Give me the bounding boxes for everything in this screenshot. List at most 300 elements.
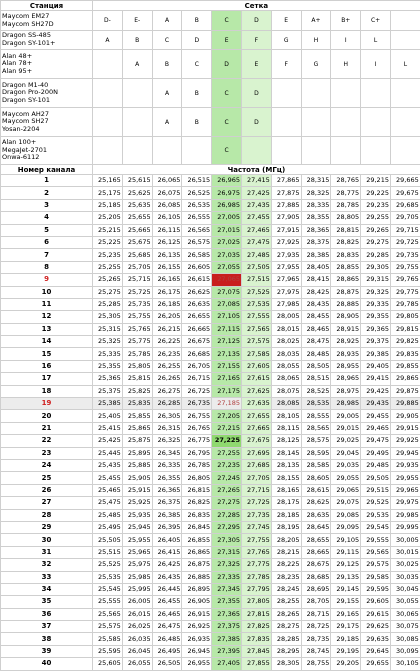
frequency-cell: 28,365 [301,224,331,236]
grid-letter: A+ [301,11,331,31]
frequency-cell: 28,655 [301,534,331,546]
frequency-cell: 29,665 [390,175,420,187]
grid-letter: B [182,108,212,137]
frequency-cell: 29,355 [361,311,391,323]
frequency-cell: 26,725 [182,385,212,397]
frequency-cell: 29,685 [390,199,420,211]
frequency-cell: 29,585 [361,571,391,583]
grid-letter: L [361,31,391,50]
frequency-cell: 27,825 [241,621,271,633]
frequency-cell: 29,475 [361,435,391,447]
frequency-cell: 27,325 [212,559,242,571]
station-row [1,11,420,31]
frequency-cell: 28,305 [271,658,301,670]
frequency-cell: 26,235 [152,348,182,360]
frequency-cell: 29,965 [390,484,420,496]
frequency-cell: 28,075 [271,385,301,397]
frequency-cell: 26,965 [212,175,242,187]
frequency-cell: 29,315 [361,274,391,286]
frequency-cell: 29,735 [390,249,420,261]
channel-number: 12 [1,311,93,323]
frequency-cell: 27,515 [241,274,271,286]
frequency-cell: 29,535 [361,509,391,521]
station-names [1,108,93,137]
frequency-cell: 28,975 [331,385,361,397]
channel-number: 21 [1,422,93,434]
frequency-cell: 27,615 [241,373,271,385]
frequency-cell: 28,735 [301,633,331,645]
frequency-cell: 25,315 [93,323,123,335]
channel-row [1,286,420,298]
frequency-cell: 26,155 [152,261,182,273]
frequency-cell: 25,955 [122,534,152,546]
frequency-cell: 25,455 [93,472,123,484]
frequency-cell: 28,525 [301,385,331,397]
channel-row [1,546,420,558]
frequency-cell: 27,315 [212,546,242,558]
frequency-cell: 25,605 [93,658,123,670]
frequency-cell: 27,525 [241,286,271,298]
frequency-cell: 28,185 [271,509,301,521]
frequency-cell: 25,615 [122,175,152,187]
frequency-cell: 28,135 [271,459,301,471]
frequency-cell: 26,835 [182,509,212,521]
frequency-cell: 25,185 [93,199,123,211]
frequency-cell: 25,475 [93,497,123,509]
frequency-cell: 26,505 [152,658,182,670]
frequency-cell: 28,715 [301,608,331,620]
frequency-cell: 29,875 [390,385,420,397]
station-names [1,137,93,165]
frequency-cell: 28,875 [331,286,361,298]
station-names [1,11,93,31]
frequency-cell: 26,115 [152,224,182,236]
frequency-cell: 28,755 [301,658,331,670]
frequency-header-row [1,165,420,175]
grid-letter: C [212,108,242,137]
grid-letter [361,137,391,165]
frequency-cell: 29,205 [331,658,361,670]
frequency-cell: 29,125 [331,559,361,571]
frequency-cell: 29,715 [390,224,420,236]
frequency-cell: 27,775 [241,559,271,571]
frequency-cell: 29,455 [361,410,391,422]
channel-row [1,311,420,323]
frequency-cell: 26,355 [152,472,182,484]
channel-number: 39 [1,645,93,657]
frequency-cell: 26,625 [182,286,212,298]
frequency-cell: 27,135 [212,348,242,360]
frequency-cell: 28,025 [271,336,301,348]
grid-letter [361,79,391,108]
frequency-cell: 30,045 [390,583,420,595]
frequency-cell: 26,065 [152,175,182,187]
channel-number: 2 [1,187,93,199]
grid-letter [390,108,420,137]
header-row [1,1,420,11]
frequency-cell: 25,945 [122,521,152,533]
frequency-cell: 25,285 [93,298,123,310]
channel-number: 20 [1,410,93,422]
frequency-cell: 25,445 [93,447,123,459]
frequency-cell: 27,455 [241,212,271,224]
frequency-cell: 26,905 [182,596,212,608]
frequency-cell: 27,605 [241,360,271,372]
frequency-cell: 25,225 [93,236,123,248]
station-names [1,50,93,79]
frequency-cell: 29,195 [331,645,361,657]
grid-header: Сетка [93,1,420,11]
frequency-cell: 28,885 [331,298,361,310]
grid-letter [93,79,123,108]
frequency-cell: 29,675 [390,187,420,199]
frequency-cell: 29,135 [331,571,361,583]
frequency-cell: 26,855 [182,534,212,546]
frequency-cell: 29,105 [331,534,361,546]
channel-row [1,298,420,310]
station-name: Maycom EM27 [2,13,92,21]
frequency-cell: 28,225 [271,559,301,571]
frequency-cell: 27,555 [241,311,271,323]
frequency-cell: 29,485 [361,459,391,471]
channel-row [1,249,420,261]
frequency-cell: 26,165 [152,274,182,286]
frequency-cell: 27,345 [212,583,242,595]
frequency-cell: 27,905 [271,212,301,224]
frequency-cell: 27,845 [241,645,271,657]
frequency-cell: 27,915 [271,224,301,236]
frequency-cell: 26,705 [182,360,212,372]
frequency-cell: 27,385 [212,633,242,645]
frequency-cell: 28,485 [301,348,331,360]
grid-letter: C [152,31,182,50]
frequency-cell: 27,415 [241,175,271,187]
frequency-cell: 27,705 [241,472,271,484]
frequency-cell: 26,805 [182,472,212,484]
frequency-cell: 25,205 [93,212,123,224]
channel-row [1,336,420,348]
frequency-cell: 27,295 [212,521,242,533]
frequency-cell: 28,335 [301,199,331,211]
channel-number: 16 [1,360,93,372]
frequency-cell: 30,065 [390,608,420,620]
channel-number: 6 [1,236,93,248]
frequency-cell: 29,255 [361,212,391,224]
frequency-cell: 25,965 [122,546,152,558]
frequency-cell: 27,655 [241,410,271,422]
station-name: MegaJet-2701 [2,147,92,155]
station-row [1,137,420,165]
frequency-cell: 27,955 [271,261,301,273]
frequency-cell: 26,045 [122,645,152,657]
frequency-cell: 26,485 [152,633,182,645]
frequency-cell: 27,035 [212,249,242,261]
grid-letter: B [182,11,212,31]
channel-row [1,459,420,471]
frequency-cell: 27,685 [241,459,271,471]
channel-row [1,435,420,447]
frequency-cell: 26,425 [152,559,182,571]
frequency-cell: 29,175 [331,621,361,633]
frequency-cell: 26,555 [182,212,212,224]
frequency-cell: 29,705 [390,212,420,224]
channel-row [1,497,420,509]
frequency-cell: 26,865 [182,546,212,558]
frequency-cell: 26,875 [182,559,212,571]
grid-letter [122,137,152,165]
frequency-cell: 28,215 [271,546,301,558]
frequency-cell: 29,095 [331,521,361,533]
frequency-cell: 28,515 [301,373,331,385]
grid-letter: C [182,50,212,79]
station-names [1,79,93,108]
frequency-cell: 28,165 [271,484,301,496]
frequency-cell: 29,515 [361,484,391,496]
channel-number: 8 [1,261,93,273]
frequency-cell: 29,525 [361,497,391,509]
frequency-cell: 26,345 [152,447,182,459]
channel-row [1,521,420,533]
channel-row [1,583,420,595]
frequency-cell: 25,265 [93,274,123,286]
frequency-cell: 25,565 [93,608,123,620]
frequency-cell: 25,925 [122,497,152,509]
frequency-cell: 27,785 [241,571,271,583]
frequency-cell: 29,975 [390,497,420,509]
grid-letter: E [212,31,242,50]
frequency-header: Частота (МГц) [93,165,420,175]
station-name: Yosan-2204 [2,126,92,134]
channel-number: 24 [1,459,93,471]
frequency-cell: 26,085 [152,199,182,211]
station-name: Dragon SY-101 [2,97,92,105]
frequency-cell: 29,075 [331,497,361,509]
channel-row [1,348,420,360]
frequency-cell: 26,215 [152,323,182,335]
frequency-cell: 25,755 [122,311,152,323]
frequency-cell: 25,585 [93,633,123,645]
frequency-cell: 26,825 [182,497,212,509]
frequency-cell: 25,495 [93,521,123,533]
grid-letter [122,108,152,137]
frequency-cell: 26,575 [182,236,212,248]
frequency-cell: 25,825 [122,385,152,397]
frequency-cell: 28,765 [331,175,361,187]
channel-row [1,596,420,608]
frequency-cell: 29,905 [390,410,420,422]
channel-row [1,621,420,633]
frequency-cell: 29,265 [361,224,391,236]
frequency-cell: 29,785 [390,298,420,310]
frequency-cell: 28,775 [331,187,361,199]
channel-number: 40 [1,658,93,670]
grid-letter: E [241,50,271,79]
channel-number: 36 [1,608,93,620]
frequency-cell: 28,835 [331,249,361,261]
frequency-cell: 26,125 [152,236,182,248]
frequency-cell: 26,265 [152,373,182,385]
channel-row [1,224,420,236]
frequency-cell: 26,305 [152,410,182,422]
frequency-cell: 28,385 [301,249,331,261]
frequency-cell: 29,425 [361,385,391,397]
frequency-cell: 26,755 [182,410,212,422]
grid-letter [390,137,420,165]
frequency-cell: 27,485 [241,249,271,261]
frequency-cell: 27,075 [212,286,242,298]
frequency-cell: 26,415 [152,546,182,558]
frequency-cell: 26,985 [212,199,242,211]
frequency-cell: 25,355 [93,360,123,372]
frequency-cell: 26,775 [182,435,212,447]
frequency-cell: 30,095 [390,645,420,657]
frequency-cell: 29,325 [361,286,391,298]
frequency-cell: 28,175 [271,497,301,509]
channel-number: 5 [1,224,93,236]
station-name: Dragon Pro-200N [2,89,92,97]
grid-letter: C [212,79,242,108]
frequency-cell: 27,665 [241,422,271,434]
frequency-cell: 25,365 [93,373,123,385]
frequency-cell: 29,545 [361,521,391,533]
frequency-cell: 28,645 [301,521,331,533]
frequency-cell: 25,435 [93,459,123,471]
frequency-cell: 27,235 [212,459,242,471]
frequency-cell: 26,055 [122,658,152,670]
grid-letter [122,79,152,108]
frequency-cell: 29,775 [390,286,420,298]
frequency-cell: 28,295 [271,645,301,657]
station-row [1,79,420,108]
frequency-cell: 28,275 [271,621,301,633]
frequency-cell: 27,985 [271,298,301,310]
frequency-cell: 26,945 [182,645,212,657]
station-name: Maycom SH27 [2,118,92,126]
channel-row [1,236,420,248]
frequency-cell: 25,705 [122,261,152,273]
frequency-cell: 26,105 [152,212,182,224]
frequency-cell: 27,625 [241,385,271,397]
grid-letter: F [241,31,271,50]
frequency-cell: 29,755 [390,261,420,273]
grid-letter [93,137,123,165]
frequency-cell: 27,405 [212,658,242,670]
grid-letter: B+ [331,11,361,31]
station-row [1,50,420,79]
frequency-cell: 29,065 [331,484,361,496]
frequency-cell: 29,215 [361,175,391,187]
grid-letter: C [212,11,242,31]
grid-letter [331,79,361,108]
frequency-cell: 25,875 [122,435,152,447]
grid-letter: I [361,50,391,79]
frequency-cell: 26,525 [182,187,212,199]
frequency-cell: 26,185 [152,298,182,310]
frequency-cell: 28,705 [301,596,331,608]
frequency-cell: 29,005 [331,410,361,422]
channel-row [1,212,420,224]
frequency-cell: 28,575 [301,435,331,447]
frequency-cell: 27,275 [212,497,242,509]
frequency-cell: 27,225 [212,435,242,447]
channel-number: 19 [1,398,93,410]
channel-row [1,323,420,335]
grid-letter: D- [93,11,123,31]
frequency-cell: 29,145 [331,583,361,595]
frequency-cell: 26,715 [182,373,212,385]
frequency-cell: 28,205 [271,534,301,546]
frequency-cell: 30,105 [390,658,420,670]
frequency-cell: 25,525 [93,559,123,571]
frequency-cell: 26,335 [152,459,182,471]
channel-number: 38 [1,633,93,645]
frequency-cell: 28,905 [331,311,361,323]
frequency-cell: 26,935 [182,633,212,645]
frequency-cell: 26,655 [182,311,212,323]
frequency-cell: 27,115 [212,323,242,335]
channel-row [1,360,420,372]
channel-row [1,187,420,199]
frequency-cell: 26,735 [182,398,212,410]
frequency-cell: 28,245 [271,583,301,595]
frequency-cell: 26,785 [182,459,212,471]
channel-number: 7 [1,249,93,261]
frequency-cell: 25,235 [93,249,123,261]
frequency-cell: 27,865 [271,175,301,187]
channel-number: 1 [1,175,93,187]
frequency-cell: 27,215 [212,422,242,434]
frequency-cell: 25,385 [93,398,123,410]
frequency-cell: 27,965 [271,274,301,286]
frequency-cell: 26,405 [152,534,182,546]
frequency-cell: 29,615 [361,608,391,620]
channel-number: 4 [1,212,93,224]
frequency-cell: 25,855 [122,410,152,422]
frequency-cell: 29,605 [361,596,391,608]
frequency-cell: 26,795 [182,447,212,459]
channel-row [1,484,420,496]
frequency-cell: 29,285 [361,249,391,261]
channel-number: 22 [1,435,93,447]
station-name: Maycom SH27D [2,21,92,29]
frequency-cell: 25,505 [93,534,123,546]
channel-row [1,447,420,459]
frequency-cell: 27,835 [241,633,271,645]
channel-number: 26 [1,484,93,496]
frequency-cell: 26,315 [152,422,182,434]
frequency-cell: 27,635 [241,398,271,410]
grid-letter [271,108,301,137]
channel-row [1,398,420,410]
station-name: Alan 100+ [2,139,92,147]
frequency-cell: 28,635 [301,509,331,521]
frequency-cell: 27,245 [212,472,242,484]
frequency-cell: 28,375 [301,236,331,248]
frequency-cell: 27,765 [241,546,271,558]
frequency-cell: 28,015 [271,323,301,335]
frequency-cell: 25,665 [122,224,152,236]
station-row [1,108,420,137]
channel-number: 31 [1,546,93,558]
grid-letter [301,79,331,108]
frequency-cell: 29,815 [390,323,420,335]
grid-letter [301,137,331,165]
grid-letter [152,137,182,165]
channel-row [1,199,420,211]
frequency-cell: 26,665 [182,323,212,335]
frequency-cell: 29,885 [390,398,420,410]
grid-letter: C+ [361,11,391,31]
